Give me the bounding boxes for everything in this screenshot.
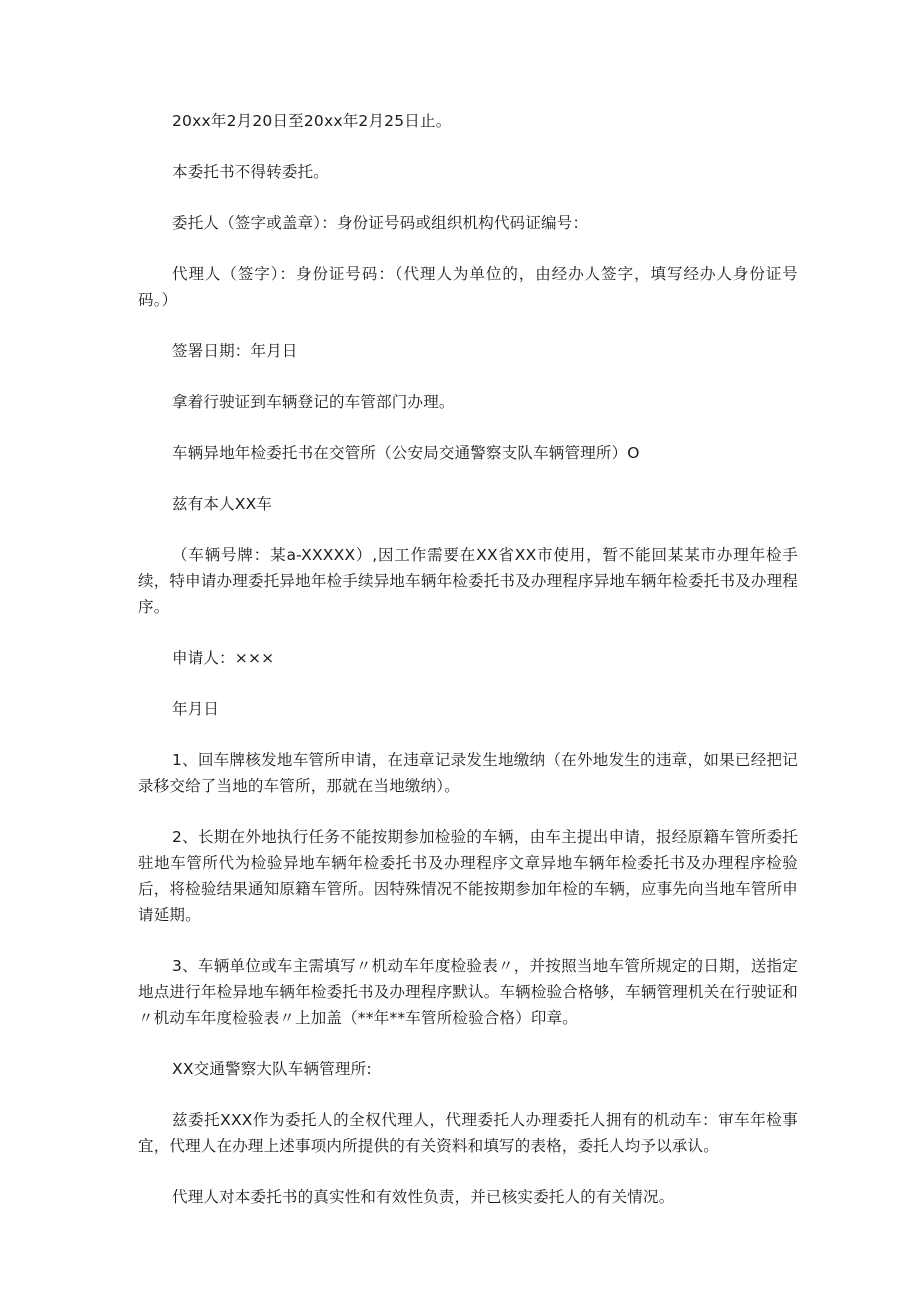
paragraph-heading-traffic-office: 车辆异地年检委托书在交管所（公安局交通警察支队车辆管理所）O: [172, 444, 640, 462]
paragraph-agent-signature: 代理人（签字）：身份证号码：（代理人为单位的，由经办人签字，填写经办人身份证号码。）: [138, 265, 798, 309]
paragraph-delegation-body: 兹委托XXX作为委托人的全权代理人，代理委托人办理委托人拥有的机动车：审车年检事宜，代理人在办理上述事项内所提供的有关资料和填写的表格，委托人均予以承认。: [138, 1111, 798, 1155]
list-item-step-3: 3、车辆单位或车主需填写〃机动车年度检验表〃，并按照当地车管所规定的日期，送指定地点进行年检异地车辆年检委托书及办理程序默认。车辆检验合格够，车辆管理机关在行驶证和〃机动车年度检验表〃上加盖（**年**车管所检验合格）印章。: [138, 957, 798, 1027]
list-item-step-2: 2、长期在外地执行任务不能按期参加检验的车辆，由车主提出申请，报经原籍车管所委托驻地车管所代为检验异地车辆年检委托书及办理程序文章异地车辆年检委托书及办理程序检验后，将检验结果通知原籍车管所。因特殊情况不能按期参加年检的车辆，应事先向当地车管所申请延期。: [138, 828, 798, 924]
paragraph-date-range: 20xx年2月20日至20xx年2月25日止。: [172, 112, 452, 130]
paragraph-signing-date: 签署日期：年月日: [172, 342, 298, 360]
paragraph-principal-signature: 委托人（签字或盖章）：身份证号码或组织机构代码证编号：: [172, 214, 589, 232]
paragraph-no-subdelegation: 本委托书不得转委托。: [172, 163, 330, 181]
paragraph-plate-request: （车辆号牌：某a-XXXXX）,因工作需要在XX省XX市使用，暂不能回某某市办理年检手续，特申请办理委托异地年检手续异地车辆年检委托书及办理程序异地车辆年检委托书及办理程序。: [138, 546, 798, 616]
paragraph-applicant: 申请人：×××: [172, 649, 275, 667]
paragraph-date-placeholder: 年月日: [172, 700, 220, 718]
list-item-step-1: 1、回车牌核发地车管所申请，在违章记录发生地缴纳（在外地发生的违章，如果已经把记录移交给了当地的车管所，那就在当地缴纳）。: [138, 751, 798, 795]
paragraph-vehicle-owner: 兹有本人XX车: [172, 495, 273, 513]
paragraph-addressee: XX交通警察大队车辆管理所:: [172, 1060, 372, 1078]
paragraph-bring-license: 拿着行驶证到车辆登记的车管部门办理。: [172, 393, 455, 411]
document-body: [138, 108, 798, 1235]
paragraph-agent-responsibility: 代理人对本委托书的真实性和有效性负责，并已核实委托人的有关情况。: [172, 1188, 675, 1206]
